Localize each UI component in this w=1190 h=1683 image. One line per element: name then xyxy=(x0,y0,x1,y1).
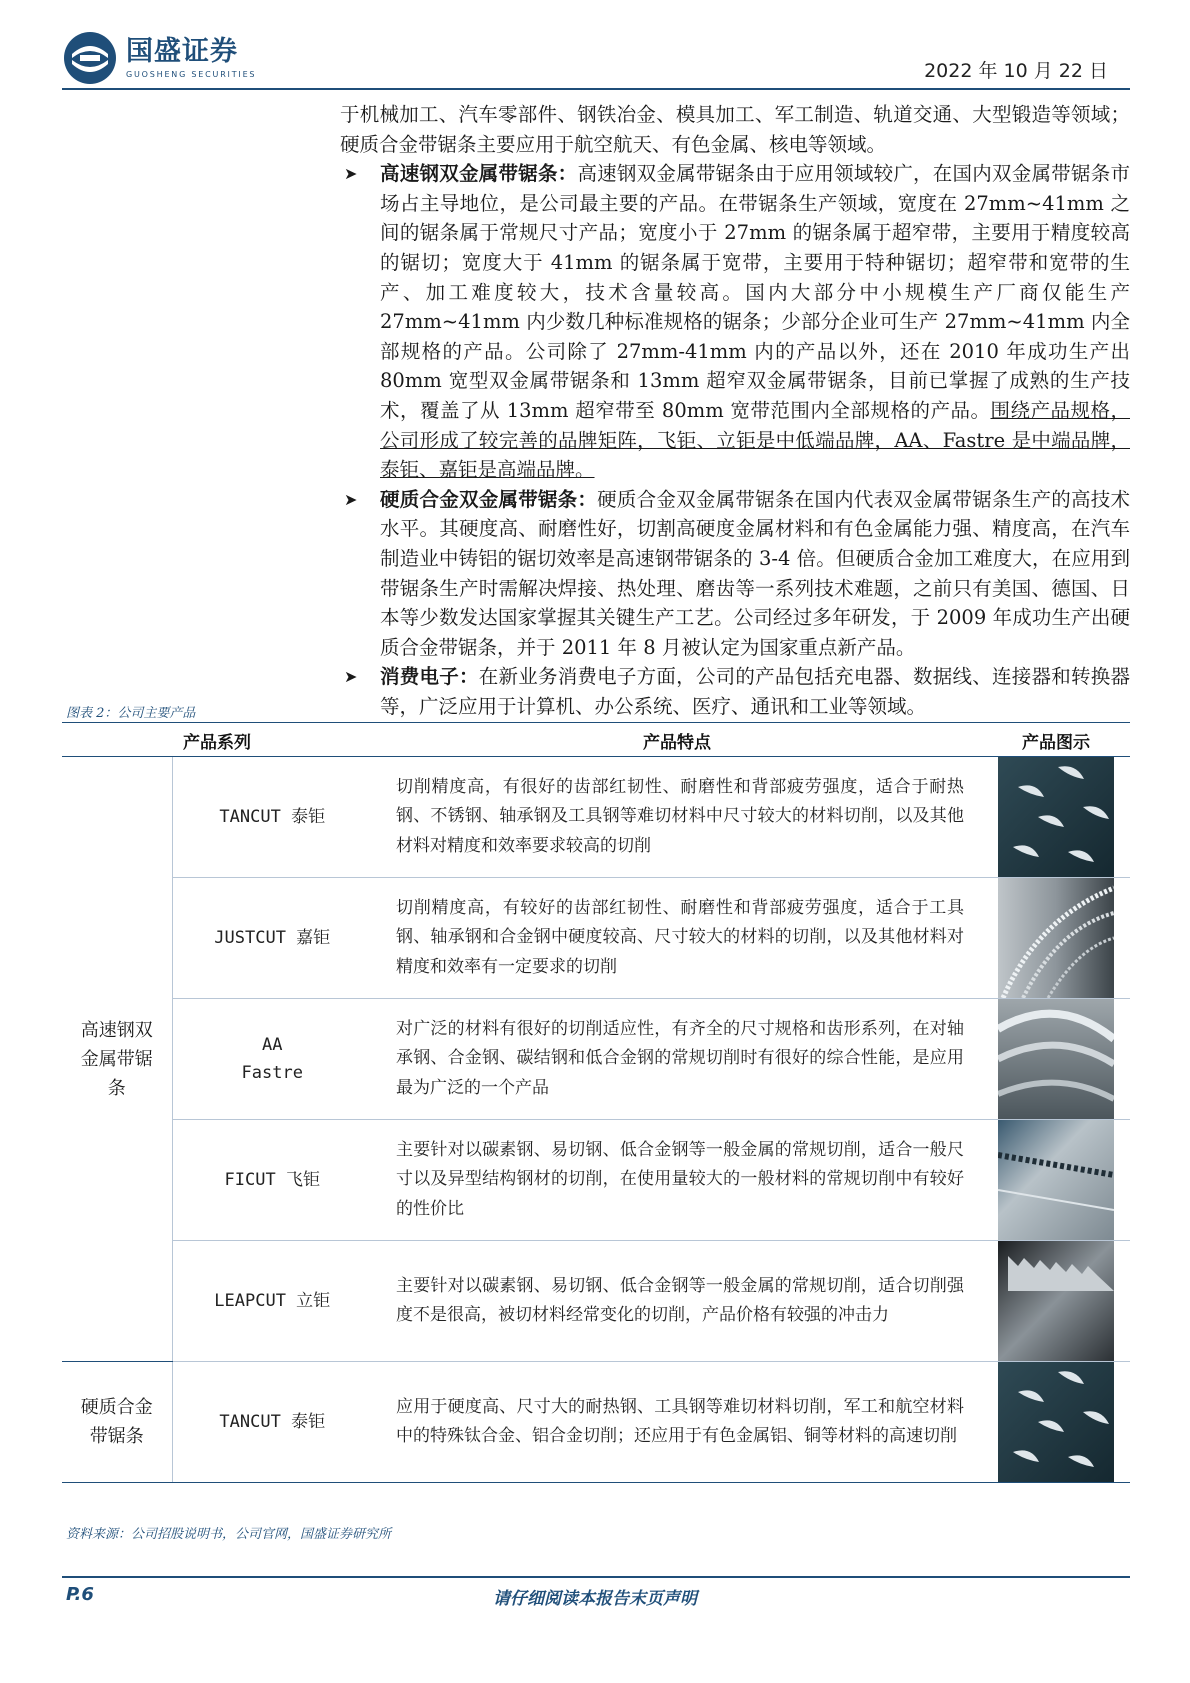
logo-icon xyxy=(62,30,118,86)
table-row xyxy=(62,878,1130,999)
table-header-row xyxy=(62,724,1130,757)
footer-disclaimer: 请仔细阅读本报告末页声明 xyxy=(493,1589,697,1609)
column-header: 产品图示 xyxy=(982,724,1130,757)
product-feature: 对广泛的材料有很好的切削适应性，有齐全的尺寸规格和齿形系列，在对轴承钢、合金钢、碳结钢和低合金钢的常规切削时有很好的综合性能，是应用最为广泛的一个产品 xyxy=(372,999,982,1120)
product-feature: 切削精度高，有较好的齿部红韧性、耐磨性和背部疲劳强度，适合于工具钢、轴承钢和合金钢中硬度较高、尺寸较大的材料的切削，以及其他材料对精度和效率有一定要求的切削 xyxy=(372,878,982,999)
bullet-text: 硬质合金双金属带锯条在国内代表双金属带锯条生产的高技术水平。其硬度高、耐磨性好，切割高硬度金属材料和有色金属能力强、精度高，在汽车制造业中铸铝的锯切效率是高速钢带锯条的 3-4 倍。但硬质合金加工难度大，在应用到带锯条生产时需解决焊接、热处理、磨齿等一系列技术难题，之前只有美国、德国、日本等少数发达国家掌握其关键生产工艺。公司经过多年研发，于 2009 年成功生产出硬质合金带锯条，并于 2011 年 8 月被认定为国家重点新产品。 xyxy=(380,487,1130,659)
arrow-bullet-icon: ➤ xyxy=(344,667,358,687)
column-header: 产品特点 xyxy=(372,724,982,757)
saw-blade-photo xyxy=(998,757,1114,877)
product-image-cell xyxy=(982,1362,1130,1483)
saw-blade-photo xyxy=(998,999,1114,1119)
paragraph-intro: 于机械加工、汽车零部件、钢铁冶金、模具加工、军工制造、轨道交通、大型锻造等领域；硬质合金带锯条主要应用于航空航天、有色金属、核电等领域。 xyxy=(340,103,1130,156)
series-cell xyxy=(62,757,172,1362)
arrow-bullet-icon: ➤ xyxy=(344,489,358,509)
table-row xyxy=(62,1120,1130,1241)
bullet-carbide xyxy=(340,485,1130,663)
saw-blade-photo xyxy=(998,1120,1114,1240)
product-name: LEAPCUT 立钜 xyxy=(172,1241,372,1362)
series-label: 硬质合金带锯条 xyxy=(80,1397,153,1447)
figure-source: 资料来源：公司招股说明书，公司官网，国盛证券研究所 xyxy=(66,1527,392,1542)
column-header: 产品系列 xyxy=(62,724,372,757)
table-row xyxy=(62,999,1130,1120)
product-feature: 切削精度高，有很好的齿部红韧性、耐磨性和背部疲劳强度，适合于耐热钢、不锈钢、轴承钢及工具钢等难切材料中尺寸较大的材料切削，以及其他材料对精度和效率要求较高的切削 xyxy=(372,757,982,878)
body-text xyxy=(340,100,1130,721)
bullet-high-speed-steel xyxy=(340,159,1130,485)
page-number: P.6 xyxy=(66,1584,94,1605)
product-table xyxy=(62,724,1130,1483)
product-image-cell xyxy=(982,1120,1130,1241)
product-image-cell xyxy=(982,1241,1130,1362)
company-logo xyxy=(62,30,256,86)
product-name-line1: AA xyxy=(262,1035,283,1055)
underlined-text: 围绕产品规格，公司形成了较完善的品牌矩阵，飞钜、立钜是中低端品牌，AA、Fastre 是中端品牌，泰钜、嘉钜是高端品牌。 xyxy=(380,398,1130,482)
bullet-title: 硬质合金双金属带锯条： xyxy=(380,487,598,511)
bullet-consumer-electronics xyxy=(340,662,1130,721)
series-cell xyxy=(62,1362,172,1483)
product-image-cell xyxy=(982,999,1130,1120)
product-image-cell xyxy=(982,878,1130,999)
product-name: FICUT 飞钜 xyxy=(172,1120,372,1241)
figure-caption: 图表 2：公司主要产品 xyxy=(66,706,196,721)
table-row xyxy=(62,757,1130,878)
bullet-title: 高速钢双金属带锯条： xyxy=(380,162,578,186)
saw-blade-photo xyxy=(998,1362,1114,1482)
caption-divider xyxy=(62,722,1130,723)
table-row xyxy=(62,1362,1130,1483)
saw-blade-photo xyxy=(998,878,1114,998)
page-header xyxy=(62,30,1130,90)
footer-divider xyxy=(62,1576,1130,1578)
product-image-cell xyxy=(982,757,1130,878)
bullet-text: 在新业务消费电子方面，公司的产品包括充电器、数据线、连接器和转换器等，广泛应用于计算机、办公系统、医疗、通讯和工业等领域。 xyxy=(380,665,1130,718)
product-name: TANCUT 泰钜 xyxy=(172,757,372,878)
arrow-bullet-icon: ➤ xyxy=(344,164,358,184)
saw-blade-photo xyxy=(998,1241,1114,1361)
table-row xyxy=(62,1241,1130,1362)
product-name: TANCUT 泰钜 xyxy=(172,1362,372,1483)
bullet-title: 消费电子： xyxy=(380,665,479,689)
product-name-line2: Fastre xyxy=(241,1063,303,1083)
product-feature: 应用于硬度高、尺寸大的耐热钢、工具钢等难切材料切削，军工和航空材料中的特殊钛合金、铝合金切削；还应用于有色金属铝、铜等材料的高速切削 xyxy=(372,1362,982,1483)
product-feature: 主要针对以碳素钢、易切钢、低合金钢等一般金属的常规切削，适合一般尺寸以及异型结构钢材的切削，在使用量较大的一般材料的常规切削中有较好的性价比 xyxy=(372,1120,982,1241)
bullet-text: 高速钢双金属带锯条由于应用领域较广，在国内双金属带锯条市场占主导地位，是公司最主要的产品。在带锯条生产领域，宽度在 27mm~41mm 之间的锯条属于常规尺寸产品；宽度小于 27mm 的锯条属于超窄带，主要用于精度较高的锯切；宽度大于 41mm 的锯条属于宽带，主要用于特种锯切；超窄带和宽带的生产、加工难度较大，技术含量较高。国内大部分中小规模生产厂商仅能生产 27mm~41mm 内少数几种标准规格的锯条；少部分企业可生产 27mm~41mm 内全部规格的产品。公司除了 27mm-41mm 内的产品以外，还在 2010 年成功生产出 80mm 宽型双金属带锯条和 13mm 超窄双金属带锯条，目前已掌握了成熟的生产技术，覆盖了从 13mm 超窄带至 80mm 宽带范围内全部规格的产品。 xyxy=(380,162,1130,422)
report-date: 2022 年 10 月 22 日 xyxy=(924,60,1108,82)
logo-text-cn: 国盛证券 xyxy=(126,36,238,67)
product-name: JUSTCUT 嘉钜 xyxy=(172,878,372,999)
logo-text-en: GUOSHENG SECURITIES xyxy=(126,70,257,79)
series-label: 高速钢双金属带锯条 xyxy=(80,1019,153,1099)
product-name-cell xyxy=(172,999,372,1120)
product-feature: 主要针对以碳素钢、易切钢、低合金钢等一般金属的常规切削，适合切削强度不是很高，被切材料经常变化的切削，产品价格有较强的冲击力 xyxy=(372,1241,982,1362)
